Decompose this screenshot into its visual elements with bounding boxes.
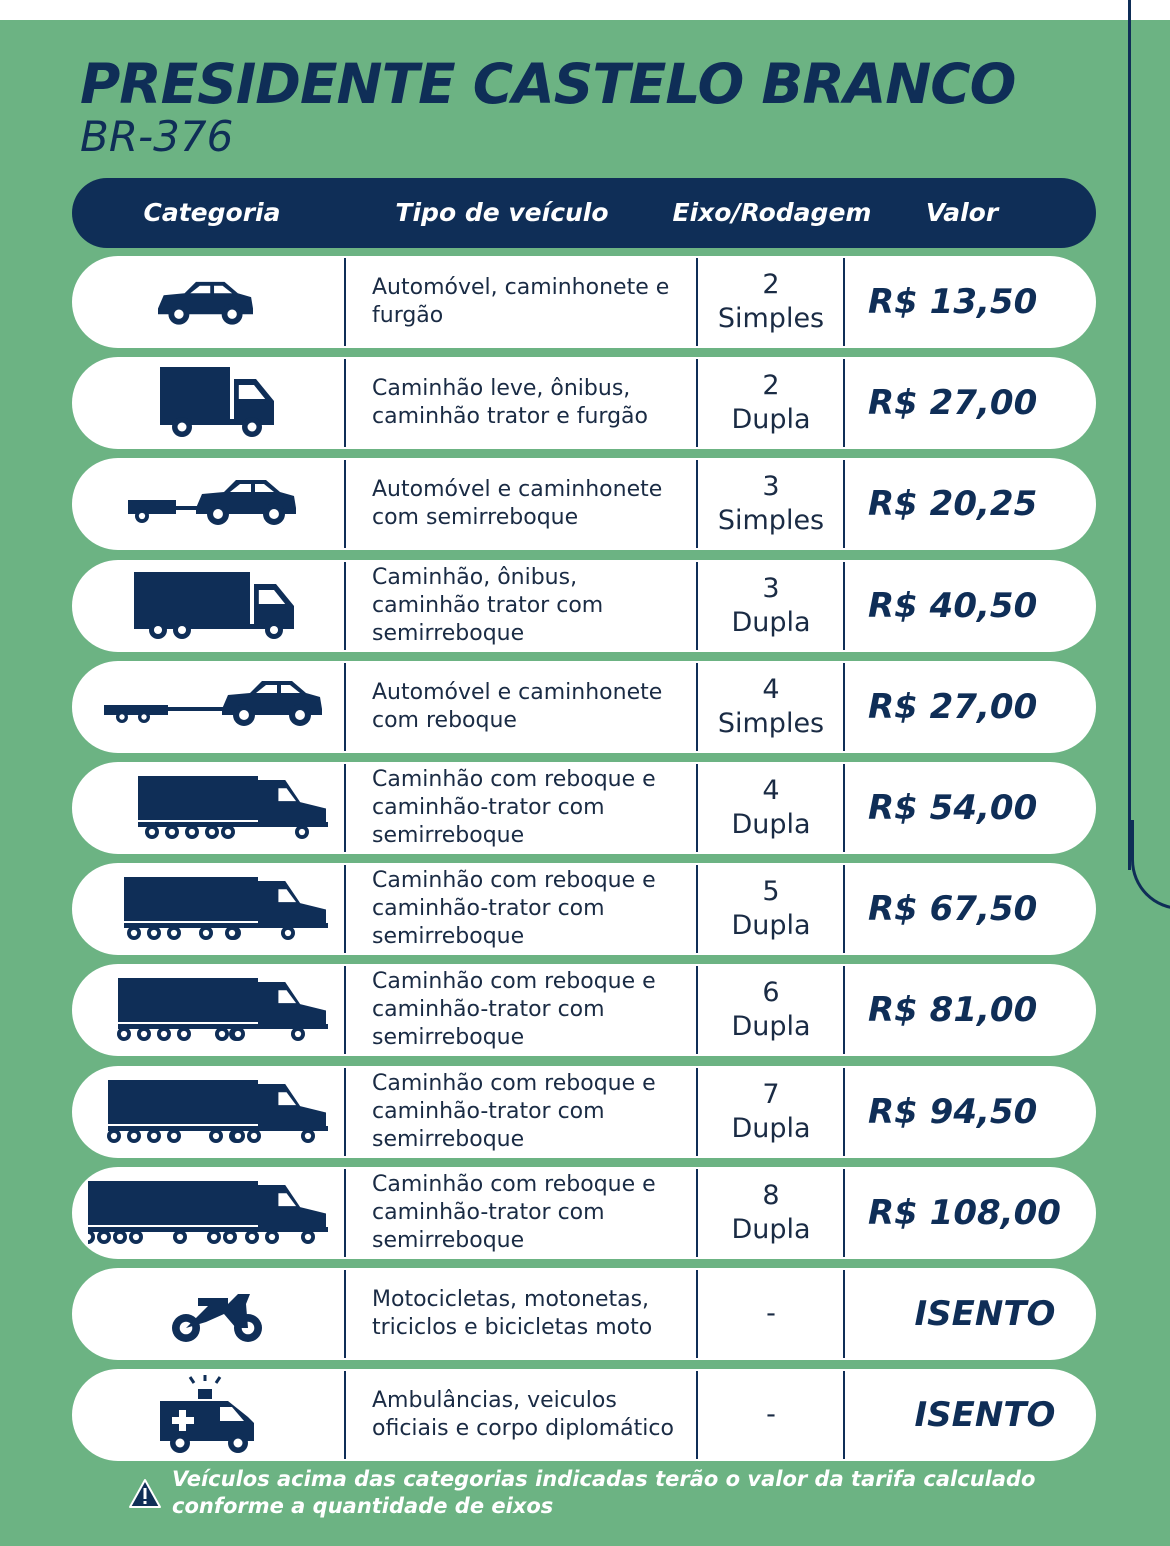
column-divider xyxy=(344,663,346,751)
column-divider xyxy=(843,1371,845,1459)
vehicle-type: Caminhão com reboque e caminhão-trator com semirreboque xyxy=(372,1070,656,1152)
table-row xyxy=(72,1167,1096,1259)
vehicle-type: Caminhão com reboque e caminhão-trator com semirreboque xyxy=(372,1171,656,1253)
axle-count: - xyxy=(766,1399,776,1431)
vehicle-category-cell xyxy=(72,1268,344,1360)
axle-cell xyxy=(698,1268,844,1360)
wheel-type: Dupla xyxy=(731,809,811,840)
vehicle-category-cell xyxy=(72,357,344,449)
wheel-type: Dupla xyxy=(731,1213,811,1245)
truck-6-axle-icon xyxy=(88,970,328,1050)
truck-3-axle-icon xyxy=(88,566,328,646)
vehicle-type: Ambulâncias, veiculos oficiais e corpo diplomático xyxy=(372,1388,674,1442)
header-eixo: Eixo/Rodagem xyxy=(672,198,872,227)
table-row xyxy=(72,762,1096,854)
vehicle-category-cell xyxy=(72,762,344,854)
toll-price: ISENTO xyxy=(914,1395,1056,1436)
axle-cell xyxy=(698,560,844,652)
table-row xyxy=(72,661,1096,753)
axle-count: 4 xyxy=(762,673,780,705)
column-divider xyxy=(843,663,845,751)
axle-cell xyxy=(698,458,844,550)
vehicle-type: Caminhão com reboque e caminhão-trator com semirreboque xyxy=(372,868,656,950)
axle-cell xyxy=(698,1167,844,1259)
vehicle-type: Caminhão com reboque e caminhão-trator com semirreboque xyxy=(372,969,656,1051)
column-divider xyxy=(344,460,346,548)
axle-count: - xyxy=(766,1298,776,1329)
axle-cell xyxy=(698,357,844,449)
vehicle-category-cell xyxy=(72,1369,344,1461)
vehicle-category-cell xyxy=(72,964,344,1056)
motorcycle-icon xyxy=(88,1274,328,1354)
axle-cell xyxy=(698,1369,844,1461)
wheel-type: Dupla xyxy=(731,606,811,638)
ambulance-icon xyxy=(88,1375,328,1455)
header-tipo: Tipo de veículo xyxy=(395,198,609,227)
column-divider xyxy=(843,865,845,953)
column-divider xyxy=(843,359,845,447)
axle-count: 4 xyxy=(762,775,780,806)
axle-cell xyxy=(698,256,844,348)
axle-count: 2 xyxy=(762,370,780,402)
table-row xyxy=(72,964,1096,1056)
table-row xyxy=(72,863,1096,955)
header-valor: Valor xyxy=(925,198,999,227)
axle-cell xyxy=(698,1066,844,1158)
toll-price: R$ 54,00 xyxy=(868,788,1038,828)
toll-price: R$ 94,50 xyxy=(868,1091,1038,1132)
page-title: PRESIDENTE CASTELO BRANCO xyxy=(80,52,1016,116)
axle-cell xyxy=(698,661,844,753)
toll-price: R$ 13,50 xyxy=(868,282,1038,322)
column-divider xyxy=(344,1270,346,1358)
axle-cell xyxy=(698,762,844,854)
wheel-type: Simples xyxy=(717,505,825,537)
axle-count: 5 xyxy=(762,876,780,908)
vehicle-type: Caminhão, ônibus, caminhão trator com semirreboque xyxy=(372,564,604,646)
toll-price: R$ 27,00 xyxy=(868,686,1038,727)
toll-price: R$ 67,50 xyxy=(868,889,1038,930)
wheel-type: Dupla xyxy=(731,910,811,942)
wheel-type: Simples xyxy=(717,303,825,334)
column-divider xyxy=(843,1169,845,1257)
column-divider xyxy=(344,1068,346,1156)
toll-price: R$ 81,00 xyxy=(868,990,1038,1031)
table-row xyxy=(72,1066,1096,1158)
page-subtitle: BR-376 xyxy=(80,112,234,161)
column-divider xyxy=(843,1270,845,1358)
warning-icon xyxy=(128,1478,162,1510)
column-divider xyxy=(843,764,845,852)
table-row xyxy=(72,256,1096,348)
axle-count: 2 xyxy=(762,269,780,300)
toll-price: R$ 27,00 xyxy=(868,383,1038,424)
vehicle-type: Motocicletas, motonetas, triciclos e bicicletas moto xyxy=(372,1287,653,1340)
column-divider xyxy=(344,258,346,346)
axle-cell xyxy=(698,863,844,955)
column-divider xyxy=(843,966,845,1054)
column-divider xyxy=(344,764,346,852)
table-row xyxy=(72,560,1096,652)
vehicle-category-cell xyxy=(72,458,344,550)
axle-cell xyxy=(698,964,844,1056)
car-with-trailer-icon xyxy=(88,667,328,747)
header-categoria: Categoria xyxy=(143,198,281,227)
table-row xyxy=(72,357,1096,449)
truck-8-axle-icon xyxy=(88,1173,328,1253)
column-divider xyxy=(843,460,845,548)
frame-line xyxy=(1128,0,1134,870)
footer-note-area xyxy=(128,1466,1108,1526)
vehicle-category-cell xyxy=(72,863,344,955)
column-divider xyxy=(344,562,346,650)
truck-5-axle-icon xyxy=(88,869,328,949)
vehicle-type: Caminhão com reboque e caminhão-trator com semirreboque xyxy=(372,767,656,848)
vehicle-category-cell xyxy=(72,661,344,753)
axle-count: 7 xyxy=(762,1078,780,1110)
vehicle-type: Automóvel e caminhonete com semirreboque xyxy=(372,477,663,531)
vehicle-category-cell xyxy=(72,560,344,652)
table-row xyxy=(72,1268,1096,1360)
column-divider xyxy=(344,1169,346,1257)
toll-price: R$ 40,50 xyxy=(868,585,1038,626)
axle-count: 3 xyxy=(762,572,780,604)
column-divider xyxy=(843,258,845,346)
vehicle-type: Caminhão leve, ônibus, caminhão trator e furgão xyxy=(372,376,648,430)
axle-count: 6 xyxy=(762,977,780,1009)
car-with-semitrailer-icon xyxy=(88,464,328,544)
table-row xyxy=(72,458,1096,550)
axle-count: 8 xyxy=(762,1179,780,1211)
column-divider xyxy=(843,1068,845,1156)
column-divider xyxy=(344,1371,346,1459)
toll-price: ISENTO xyxy=(914,1294,1056,1334)
axle-count: 3 xyxy=(762,471,780,503)
column-divider xyxy=(344,966,346,1054)
table-row xyxy=(72,1369,1096,1461)
table-header xyxy=(72,178,1096,248)
vehicle-type: Automóvel e caminhonete com reboque xyxy=(372,679,663,733)
wheel-type: Dupla xyxy=(731,1112,811,1144)
car-icon xyxy=(88,262,328,342)
toll-price: R$ 108,00 xyxy=(868,1192,1061,1233)
wheel-type: Simples xyxy=(717,707,825,739)
vehicle-category-cell xyxy=(72,1167,344,1259)
light-truck-icon xyxy=(88,363,328,443)
vehicle-category-cell xyxy=(72,256,344,348)
vehicle-type: Automóvel, caminhonete e furgão xyxy=(372,275,670,328)
truck-4-axle-icon xyxy=(88,768,328,848)
column-divider xyxy=(344,865,346,953)
column-divider xyxy=(843,562,845,650)
column-divider xyxy=(344,359,346,447)
toll-price: R$ 20,25 xyxy=(868,484,1038,525)
footer-note: Veículos acima das categorias indicadas terão o valor da tarifa calculado conforme a quantidade de eixos xyxy=(172,1467,1036,1518)
truck-7-axle-icon xyxy=(88,1072,328,1152)
wheel-type: Dupla xyxy=(731,1011,811,1043)
vehicle-category-cell xyxy=(72,1066,344,1158)
wheel-type: Dupla xyxy=(731,404,811,436)
